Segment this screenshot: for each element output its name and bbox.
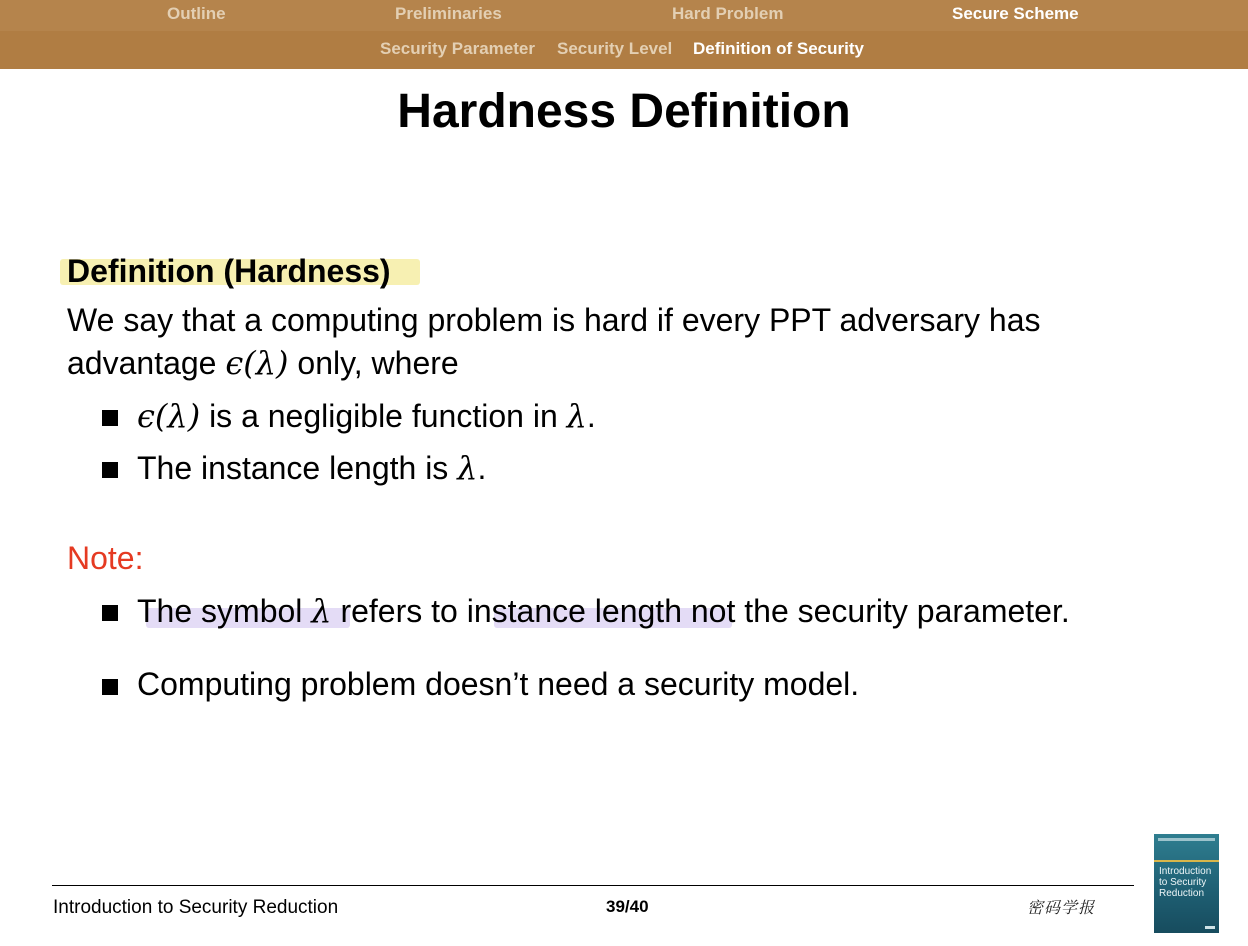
publisher-logo-icon — [1205, 926, 1215, 929]
lambda-math: λ — [566, 397, 587, 435]
bullet-square-icon — [102, 679, 118, 695]
note1-prefix: The symbol — [137, 593, 312, 629]
book-cover-title — [1159, 866, 1211, 899]
nav-section-preliminaries[interactable]: Preliminaries — [395, 4, 502, 23]
bullet-square-icon — [102, 605, 118, 621]
line2-suffix: only, where — [288, 345, 459, 381]
lambda-math: λ — [457, 449, 478, 487]
note-no-security-model: Computing problem doesn’t need a security model. — [137, 666, 860, 702]
book-cover-image — [1154, 834, 1219, 933]
definition-line-2 — [67, 344, 459, 382]
slide-title: Hardness Definition — [397, 85, 851, 138]
bullet-square-icon — [102, 410, 118, 426]
book-title-line: Introduction — [1159, 866, 1212, 877]
nav-section-secure-scheme[interactable]: Secure Scheme — [952, 4, 1079, 23]
journal-logo: 密码学报 — [1027, 898, 1096, 917]
note-symbol-lambda — [137, 592, 1070, 630]
bullet-square-icon — [102, 462, 118, 478]
note1-suffix: refers to instance length not the security parameter. — [331, 593, 1070, 629]
footer-divider — [52, 885, 1134, 886]
bullet-instance-length — [137, 449, 486, 487]
epsilon-lambda-math: ϵ(λ) — [225, 344, 289, 382]
footer-title: Introduction to Security Reduction — [53, 897, 339, 918]
definition-line-1: We say that a computing problem is hard if every PPT adversary has — [67, 302, 1041, 338]
note-label: Note: — [67, 540, 144, 576]
nav-sub-security-level[interactable]: Security Level — [557, 39, 673, 58]
navigation-bar — [0, 0, 1248, 69]
nav-section-hard-problem[interactable]: Hard Problem — [672, 4, 784, 23]
line2-prefix: advantage — [67, 345, 226, 381]
nav-sub-security-parameter[interactable]: Security Parameter — [380, 39, 535, 58]
lambda-math: λ — [311, 592, 332, 630]
epsilon-lambda-math: ϵ(λ) — [137, 397, 201, 435]
book-cover-stripe — [1154, 860, 1219, 862]
bullet2-end: . — [477, 450, 487, 486]
nav-section-outline[interactable]: Outline — [167, 4, 226, 23]
bullet1-end: . — [586, 398, 596, 434]
bullet2-text: The instance length is — [137, 450, 458, 486]
bullet-negligible — [137, 397, 596, 435]
page-number: 39/40 — [606, 897, 649, 916]
book-authors-strip — [1158, 838, 1215, 841]
nav-sub-definition-of-security[interactable]: Definition of Security — [693, 39, 864, 58]
definition-heading: Definition (Hardness) — [67, 253, 391, 289]
bullet1-text: is a negligible function in — [200, 398, 567, 434]
book-title-line: Reduction — [1159, 888, 1205, 899]
book-title-line: to Security — [1159, 877, 1207, 888]
